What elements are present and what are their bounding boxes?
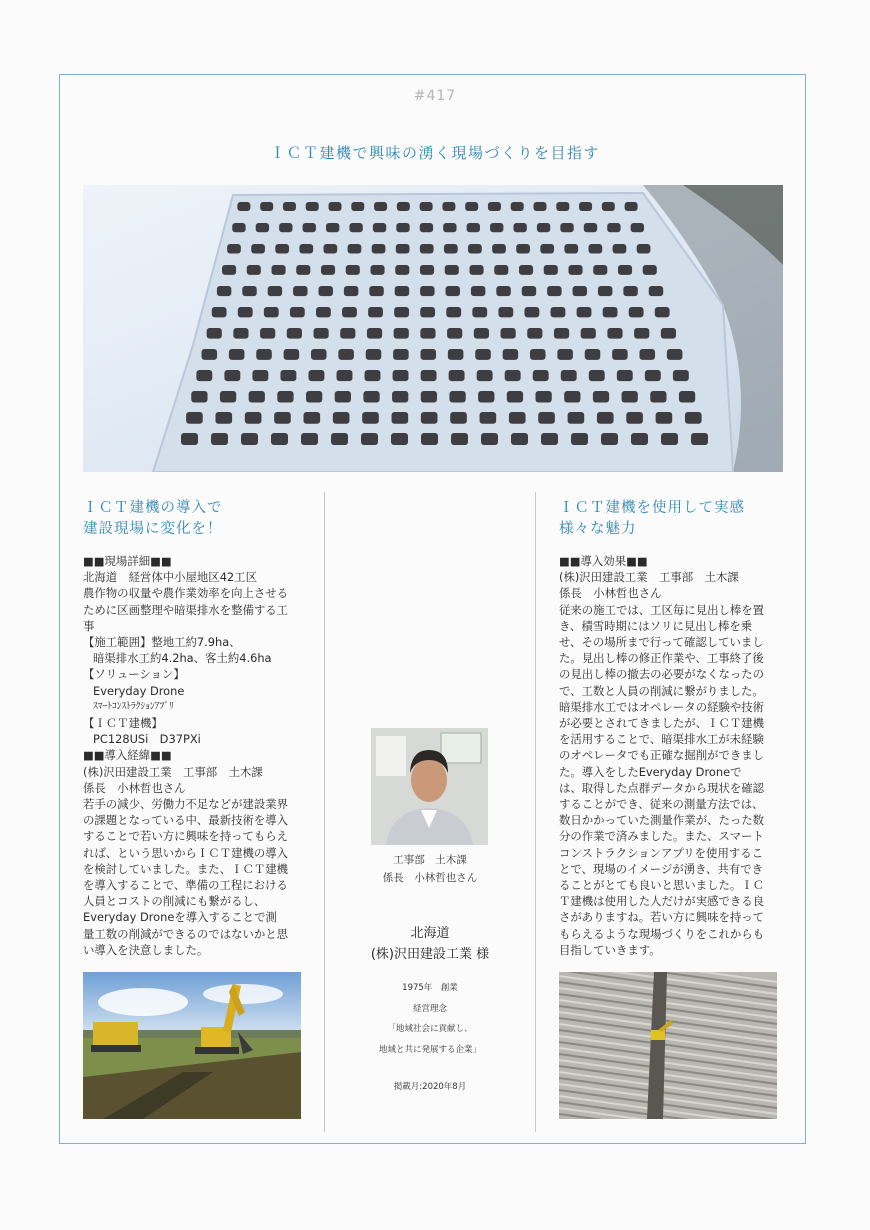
hero-soil-patch [533,370,549,381]
hero-soil-patch [279,223,292,232]
hero-soil-patch [442,202,455,211]
hero-soil-patch [395,265,409,275]
hero-soil-patch [656,412,673,424]
hero-soil-patch [368,307,383,317]
hero-soil-patch [245,412,262,424]
hero-soil-patch [568,412,585,424]
hero-soil-patch [333,412,350,424]
hero-soil-patch [601,433,618,445]
hero-soil-patch [338,349,354,360]
left-line: 北海道 経営体中小屋地区42工区 [83,570,257,585]
hero-soil-patch [481,433,498,445]
left-line: 事 [83,618,95,633]
hero-soil-patch [306,391,322,402]
hero-soil-patch [544,265,558,275]
hero-soil-patch [593,265,607,275]
right-line: (株)沢田建設工業 工事部 土木課 [559,570,739,585]
right-line: とで、現場のイメージが湧き、共有でき [559,861,764,876]
hero-soil-patch [392,412,409,424]
hero-soil-patch [571,433,588,445]
hero-soil-patch [631,223,644,232]
hero-soil-patch [222,265,236,275]
hero-soil-patch [449,391,465,402]
hero-soil-patch [309,370,325,381]
right-heading-line: 様々な魅力 [559,521,637,537]
hero-soil-patch [538,412,555,424]
hero-soil-patch [537,223,550,232]
hero-soil-patch [568,265,582,275]
left-line: い導入を決意しました。 [83,942,209,957]
hero-soil-patch [348,244,362,254]
hero-soil-patch [634,328,649,339]
hero-soil-patch [329,202,342,211]
hero-soil-patch [366,349,382,360]
hero-soil-patch [631,433,648,445]
hero-soil-patch [370,265,384,275]
hero-soil-patch [247,265,261,275]
hero-soil-patch [503,349,519,360]
hero-soil-patch [337,370,353,381]
hero-soil-patch [268,286,282,296]
hero-soil-patch [475,349,491,360]
right-line: の見出し棒の撤去の必要がなくなったの [559,667,765,682]
hero-soil-patch [557,349,573,360]
hero-soil-patch [238,307,253,317]
right-line: せ、その場所まで行って確認していまし [559,635,764,650]
hero-soil-patch [191,391,207,402]
hero-soil-patch [227,244,241,254]
hero-soil-patch [344,286,358,296]
hero-soil-patch [233,328,248,339]
hero-soil-patch [622,391,638,402]
hero-soil-patch [271,433,288,445]
hero-soil-patch [465,202,478,211]
column-divider-left [324,492,325,1132]
hero-soil-patch [519,265,533,275]
hero-soil-patch [392,391,408,402]
hero-soil-patch [277,391,293,402]
left-line: 係長 小林哲也さん [83,780,186,795]
right-body [559,553,781,958]
left-line: 【ＩＣＴ建機】 [83,716,163,731]
hero-soil-patch [335,391,351,402]
right-line: で、工数と人員の削減に繋がりました。 [559,683,764,698]
caption-line: 係長 小林哲也さん [382,872,478,884]
hero-soil-patch [639,349,655,360]
left-line: ■■導入経緯■■ [83,748,172,763]
hero-soil-patch [202,349,218,360]
hero-soil-patch [369,286,383,296]
hero-soil-patch [260,202,273,211]
right-line: 数日かかっていた測量作業が、たった数 [559,813,765,828]
hero-soil-patch [211,433,228,445]
info-line: 地域と共に発展する企業」 [378,1044,481,1055]
left-line: 農作物の収量や農作業効率を向上させる [83,586,289,601]
hero-soil-patch [420,265,434,275]
hero-soil-patch [316,307,331,317]
left-line: 若手の減少、労働力不足などが建設業界 [83,797,289,812]
hero-soil-patch [304,412,321,424]
hero-soil-patch [395,286,409,296]
hero-soil-patch [311,349,327,360]
hero-soil-patch [474,328,489,339]
page-title: ＩＣＴ建機で興味の湧く現場づくりを目指す [269,144,600,162]
hero-soil-patch [507,391,523,402]
hero-soil-patch [394,307,409,317]
hero-soil-patch [577,307,592,317]
hero-soil-patch [420,244,434,254]
hero-soil-patch [396,244,410,254]
hero-soil-patch [420,202,433,211]
hero-soil-patch [650,391,666,402]
hero-soil-patch [560,223,573,232]
right-line: は、取得した点群データから現状を確認 [559,780,765,795]
hero-soil-patch [625,202,638,211]
hero-soil-patch [496,286,510,296]
right-line: のオペレータでも正確な掘削ができまし [559,748,765,763]
hero-soil-patch [394,328,409,339]
left-line: 【施工範囲】整地工約7.9ha、 [83,635,241,650]
hero-soil-patch [589,244,603,254]
left-line: の課題となっている中、最新技術を導入 [83,813,289,828]
hero-soil-patch [256,223,269,232]
hero-soil-patch [237,202,250,211]
hero-soil-patch [501,328,516,339]
right-heading [559,498,745,540]
left-line: 量工数の削減ができるのではないかと思 [83,926,289,941]
hero-soil-patch [478,391,494,402]
hero-soil-patch [513,223,526,232]
left-line: ために区画整理や暗渠排水を整備する工 [83,602,289,617]
hero-soil-patch [527,328,542,339]
hero-soil-patch [492,244,506,254]
hero-soil-patch [516,244,530,254]
hero-soil-patch [274,412,291,424]
hero-soil-patch [472,307,487,317]
hero-soil-patch [629,307,644,317]
excavator-photo [83,972,301,1119]
hero-soil-patch [655,307,670,317]
hero-soil-patch [340,328,355,339]
hero-soil-patch [645,370,661,381]
hero-soil-patch [505,370,521,381]
hero-soil-patch [691,433,708,445]
right-line: た。見出し棒の修正作業や、工事終了後 [559,651,764,666]
hero-soil-patch [272,265,286,275]
hero-soil-patch [420,223,433,232]
hero-soil-patch [447,328,462,339]
hero-soil-patch [260,328,275,339]
hero-soil-patch [324,244,338,254]
hero-soil-patch [314,328,329,339]
hero-soil-patch [511,202,524,211]
right-line: Ｔ建機は使用した人だけが実感できる良 [559,894,765,909]
column-divider-right [535,492,536,1132]
hero-soil-patch [444,244,458,254]
hero-soil-patch [551,307,566,317]
left-line: (株)沢田建設工業 工事部 土木課 [83,764,263,779]
left-line: を検討していました。また、ＩＣＴ建機 [83,861,289,876]
hero-soil-patch [242,286,256,296]
hero-soil-patch [293,286,307,296]
hero-soil-patch [303,223,316,232]
hero-soil-patch [661,328,676,339]
hero-soil-patch [252,370,268,381]
client-name [330,923,530,965]
hero-soil-patch [598,286,612,296]
right-line: することができ、従来の測量方法では、 [559,797,764,812]
portrait-photo [371,728,488,845]
hero-soil-patch [667,349,683,360]
hero-soil-patch [186,412,203,424]
hero-soil-patch [331,433,348,445]
hero-soil-patch [196,370,212,381]
hero-soil-patch [251,244,265,254]
hero-soil-patch [283,202,296,211]
left-heading-line: ＩＣＴ建機の導入で [83,500,223,516]
hero-soil-patch [535,391,551,402]
hero-soil-patch [613,244,627,254]
hero-soil-patch [326,223,339,232]
hero-soil-patch [421,391,437,402]
hero-soil-patch [306,202,319,211]
left-line: を導入することで、準備の工程における [83,878,288,893]
left-line: Everyday Drone [93,683,185,698]
hero-soil-patch [349,223,362,232]
hero-soil-patch [342,307,357,317]
hero-soil-patch [602,202,615,211]
left-line: PC128USi D37PXi [93,732,201,747]
hero-soil-patch [480,412,497,424]
hero-soil-patch [449,370,465,381]
hero-soil-patch [597,412,614,424]
hero-soil-patch [287,328,302,339]
hero-soil-patch [524,307,539,317]
hero-soil-patch [319,286,333,296]
hero-soil-patch [579,202,592,211]
hero-soil-patch [561,370,577,381]
hero-soil-patch [554,328,569,339]
hero-soil-patch [564,391,580,402]
client-line: (株)沢田建設工業 様 [370,947,490,962]
hero-soil-patch [445,265,459,275]
hero-soil-patch [299,244,313,254]
left-line: 【ソリューション】 [83,667,185,682]
right-line: 従来の施工では、工区毎に見出し棒を置 [559,602,765,617]
hero-soil-patch [365,370,381,381]
hero-soil-patch [420,307,435,317]
hero-soil-patch [448,349,464,360]
caption-line: 工事部 土木課 [393,854,467,866]
hero-soil-patch [397,202,410,211]
aerial-field-photo [83,185,783,472]
hero-soil-patch [363,391,379,402]
hero-soil-patch [367,328,382,339]
client-line: 北海道 [410,926,450,941]
hero-soil-patch [589,370,605,381]
hero-soil-patch [229,349,245,360]
hero-soil-patch [393,370,409,381]
hero-soil-patch [541,433,558,445]
hero-soil-patch [498,307,513,317]
hero-soil-patch [547,286,561,296]
hero-soil-patch [290,307,305,317]
hero-soil-patch [420,286,434,296]
hero-soil-patch [573,286,587,296]
hero-soil-patch [649,286,663,296]
hero-soil-patch [477,370,493,381]
hero-soil-patch [181,433,198,445]
hero-soil-patch [534,202,547,211]
hero-soil-patch [421,412,438,424]
hero-soil-patch [249,391,265,402]
hero-soil-patch [585,349,601,360]
hero-soil-patch [509,412,526,424]
hero-soil-patch [373,223,386,232]
hero-soil-patch [446,286,460,296]
hero-soil-patch [446,307,461,317]
left-line: ■■現場詳細■■ [83,554,172,568]
hero-soil-patch [685,412,702,424]
drainage-aerial-photo [559,972,777,1119]
hero-soil-patch [490,223,503,232]
left-heading [83,498,223,540]
right-heading-line: ＩＣＴ建機を使用して実感 [559,500,745,516]
right-line: た。導入をしたEveryday Droneで [559,764,742,779]
hero-soil-patch [361,433,378,445]
left-heading-line: 建設現場に変化を！ [83,521,223,537]
right-line: もらえるような現場づくりをこれからも [559,926,765,941]
hero-soil-patch [607,328,622,339]
info-line: 「地域社会に貢献し、 [387,1024,473,1034]
hero-soil-patch [275,244,289,254]
hero-soil-patch [593,391,609,402]
hero-soil-patch [679,391,695,402]
hero-soil-patch [451,433,468,445]
hero-soil-patch [301,433,318,445]
hero-soil-patch [256,349,272,360]
hero-soil-patch [264,307,279,317]
hero-soil-patch [351,202,364,211]
hero-soil-patch [220,391,236,402]
hero-soil-patch [420,349,436,360]
portrait-caption [330,851,530,887]
hero-soil-patch [469,265,483,275]
hero-soil-patch [207,328,222,339]
hero-soil-patch [346,265,360,275]
hero-soil-patch [362,412,379,424]
hero-soil-patch [467,223,480,232]
hero-soil-patch [372,244,386,254]
hero-soil-patch [393,349,409,360]
hero-soil-patch [217,286,231,296]
published-date: 掲載月:2020年8月 [393,1082,467,1092]
hero-soil-patch [511,433,528,445]
hero-soil-patch [626,412,643,424]
hero-soil-patch [540,244,554,254]
left-body [83,553,315,958]
hero-soil-patch [581,328,596,339]
hero-soil-patch [623,286,637,296]
info-line: 経営理念 [412,1003,447,1014]
hero-soil-patch [603,307,618,317]
right-line: が必要とされてきましたが、ＩＣＴ建機 [559,716,765,731]
company-info [330,978,530,1060]
left-line: Everyday Droneを導入することで測 [83,910,277,925]
left-line: ｽﾏｰﾄｺﾝｽﾄﾗｸｼｮﾝｱﾌﾟﾘ [93,700,174,712]
hero-soil-patch [673,370,689,381]
hero-soil-patch [617,370,633,381]
hero-soil-patch [522,286,536,296]
info-line: 1975年 創業 [402,983,458,993]
hero-soil-patch [643,265,657,275]
right-line: ■■導入効果■■ [559,554,648,568]
left-line: 暗渠排水工約4.2ha、客土約4.6ha [93,651,272,666]
hero-soil-patch [296,265,310,275]
hero-soil-patch [421,370,437,381]
hero-soil-patch [637,244,651,254]
left-line: れば、という思いからＩＣＴ建機の導入 [83,845,289,860]
hero-soil-patch [607,223,620,232]
right-line: 分の作業で済みました。また、スマート [559,829,764,844]
right-line: コンストラクションアプリを使用するこ [559,845,764,860]
right-line: 目指していきます。 [559,942,661,957]
left-line: することで若い方に興味を持ってもらえ [83,829,289,844]
right-line: き、積雪時期にはソリに見出し棒を乗 [559,618,753,633]
hero-soil-patch [564,244,578,254]
hero-soil-patch [374,202,387,211]
hero-soil-patch [280,370,296,381]
hero-soil-patch [612,349,628,360]
right-line: 係長 小林哲也さん [559,586,662,601]
hero-soil-patch [321,265,335,275]
hero-soil-patch [661,433,678,445]
hero-soil-patch [530,349,546,360]
hero-soil-patch [215,412,232,424]
right-line: 暗渠排水工ではオペレータの経験や技術 [559,699,765,714]
hero-soil-patch [584,223,597,232]
hero-soil-patch [420,328,435,339]
hero-soil-patch [488,202,501,211]
hero-soil-patch [391,433,408,445]
hero-soil-patch [450,412,467,424]
hero-soil-patch [241,433,258,445]
hero-soil-patch [443,223,456,232]
right-line: ることがとても良いと思いました。ＩＣ [559,878,765,893]
hero-soil-patch [224,370,240,381]
hero-soil-patch [468,244,482,254]
page-number: #417 [413,88,457,104]
left-line: 人員とコストの削減にも繋がるし、 [83,894,266,909]
hero-soil-patch [212,307,227,317]
right-line: さがありますね。若い方に興味を持って [559,910,765,925]
right-line: を活用することで、暗渠排水工が未経験 [559,732,764,747]
hero-soil-patch [618,265,632,275]
hero-soil-patch [556,202,569,211]
hero-soil-patch [396,223,409,232]
hero-soil-patch [494,265,508,275]
hero-soil-patch [284,349,300,360]
hero-soil-patch [421,433,438,445]
hero-soil-patch [232,223,245,232]
hero-soil-patch [471,286,485,296]
